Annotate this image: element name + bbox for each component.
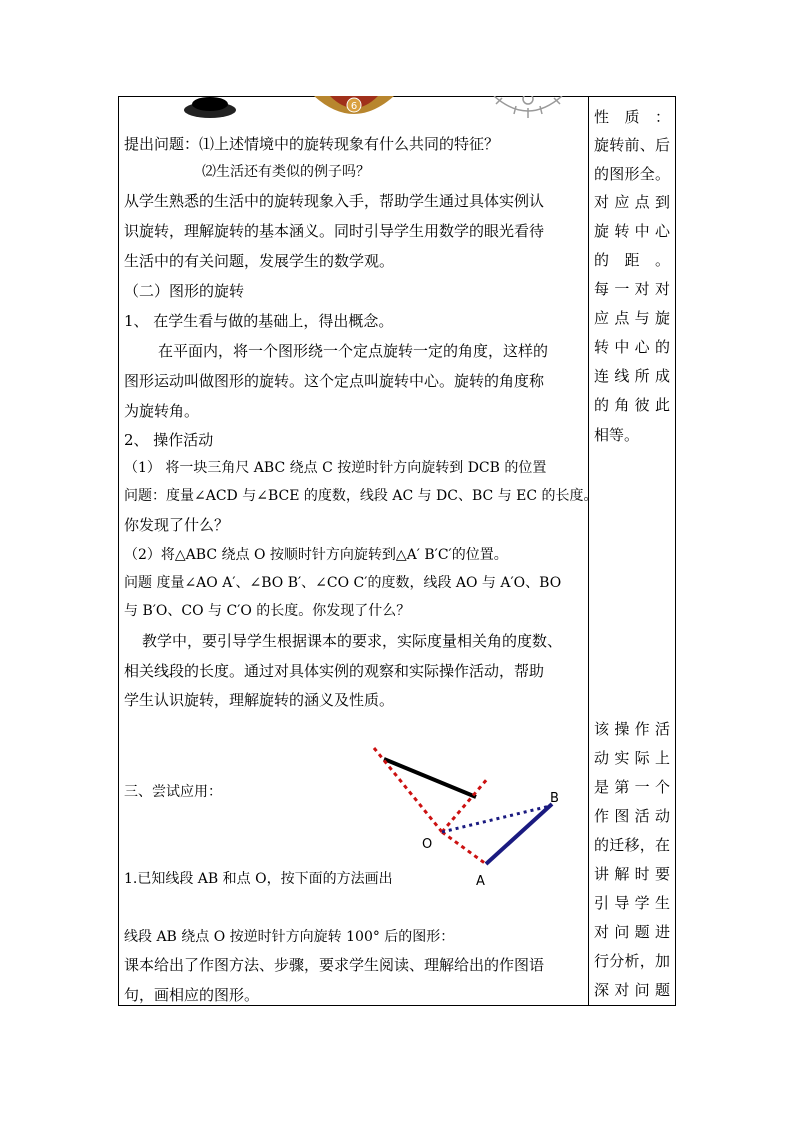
activity-2-line-3: 与 B′O、CO 与 C′O 的长度。你发现了什么？ <box>124 603 411 619</box>
activity-1-line-1: （1） 将一块三角尺 ABC 绕点 C 按逆时针方向旋转到 DCB 的位置 <box>124 460 547 476</box>
exercise-1-continued: 线段 AB 绕点 O 按逆时针方向旋转 100° 后的图形： <box>124 929 455 945</box>
side-note-2-line-8: 对问题进 <box>594 923 670 941</box>
side-note-1-line-8: 应点与旋 <box>594 309 670 327</box>
side-note-1-line-7: 每一对对 <box>594 280 670 298</box>
side-note-2-line-1: 该操作活 <box>594 720 670 738</box>
top-decor-images <box>118 96 588 124</box>
side-note-1-line-12: 相等。 <box>594 426 640 444</box>
item-1: 1、 在学生看与做的基础上，得出概念。 <box>124 312 394 330</box>
textbook-line-1: 课本给出了作图方法、步骤，要求学生阅读、理解给出的作图语 <box>124 956 545 974</box>
gear-wheel-icon <box>494 96 562 118</box>
concept-line-2: 图形运动叫做图形的旋转。这个定点叫旋转中心。旋转的角度称 <box>124 372 545 390</box>
side-note-2-line-4: 作图活动 <box>594 807 670 825</box>
activity-1-line-2: 问题：度量∠ACD 与∠BCE 的度数，线段 AC 与 DC、BC 与 EC 的长度。 <box>124 488 598 504</box>
item-2: 2、 操作活动 <box>124 431 214 449</box>
side-note-1-line-2: 旋转前、后 <box>594 136 670 154</box>
column-divider <box>588 96 589 1006</box>
black-dome-icon <box>184 97 236 118</box>
side-note-1-line-5: 旋转中心 <box>594 222 670 240</box>
side-note-2-line-3: 是第一个 <box>594 778 670 796</box>
label-b: B <box>550 791 559 806</box>
side-note-2-line-9: 行分析，加 <box>594 952 670 970</box>
label-a: A <box>476 874 485 889</box>
side-note-1-line-4: 对应点到 <box>594 193 670 211</box>
black-rotated-segment <box>384 759 476 797</box>
side-note-1-line-6: 的 距 。 <box>594 251 670 269</box>
question-line-2: ⑵生活还有类似的例子吗？ <box>202 164 370 180</box>
intro-line-3: 生活中的有关问题，发展学生的数学观。 <box>124 252 395 270</box>
section-3-title: 三、尝试应用： <box>124 784 222 800</box>
activity-2-line-1: （2）将△ABC 绕点 O 按顺时针方向旋转到△A′ B′C′的位置。 <box>124 547 508 563</box>
side-note-2-line-7: 引导学生 <box>594 894 670 912</box>
teaching-line-2: 相关线段的长度。通过对具体实例的观察和实际操作活动，帮助 <box>124 662 545 680</box>
teaching-line-3: 学生认识旋转，理解旋转的涵义及性质。 <box>124 691 395 709</box>
label-o: O <box>422 837 433 852</box>
intro-line-2: 识旋转，理解旋转的基本涵义。同时引导学生用数学的眼光看待 <box>124 222 545 240</box>
side-note-1-line-3: 的图形全。 <box>594 165 670 183</box>
side-note-1-line-10: 连线所成 <box>594 367 670 385</box>
question-line-1: 提出问题：⑴上述情境中的旋转现象有什么共同的特征？ <box>124 135 500 153</box>
side-note-2-line-2: 动实际上 <box>594 749 670 767</box>
rotation-figure <box>360 740 580 890</box>
side-note-1-line-11: 的角彼此 <box>594 396 670 414</box>
side-note-1-line-9: 转中心的 <box>594 338 670 356</box>
side-note-1-line-1: 性 质 ： <box>594 108 670 126</box>
red-dotted-line-to-a <box>442 832 486 864</box>
section-2-title: （二）图形的旋转 <box>124 282 245 300</box>
textbook-line-2: 句，画相应的图形。 <box>124 986 260 1004</box>
badge-icon <box>314 96 394 114</box>
side-note-2-line-6: 讲解时要 <box>594 865 670 883</box>
side-note-2-line-10: 深对问题 <box>594 981 670 999</box>
side-note-2-line-5: 的迁移，在 <box>594 836 670 854</box>
activity-2-line-2: 问题 度量∠AO A′、∠BO B′、∠CO C′的度数，线段 AO 与 A′O、BO <box>124 575 562 591</box>
concept-line-3: 为旋转角。 <box>124 402 200 420</box>
intro-line-1: 从学生熟悉的生活中的旋转现象入手，帮助学生通过具体实例认 <box>124 192 545 210</box>
teaching-line-1: 教学中，要引导学生根据课本的要求，实际度量相关角的度数、 <box>142 632 563 650</box>
red-dotted-line-to-black <box>374 748 442 832</box>
exercise-1: 1.已知线段 AB 和点 O，按下面的方法画出 <box>124 871 393 887</box>
concept-line-1: 在平面内，将一个图形绕一个定点旋转一定的角度，这样的 <box>158 342 549 360</box>
activity-1-line-3: 你发现了什么？ <box>124 516 230 534</box>
svg-text:6: 6 <box>350 101 358 112</box>
